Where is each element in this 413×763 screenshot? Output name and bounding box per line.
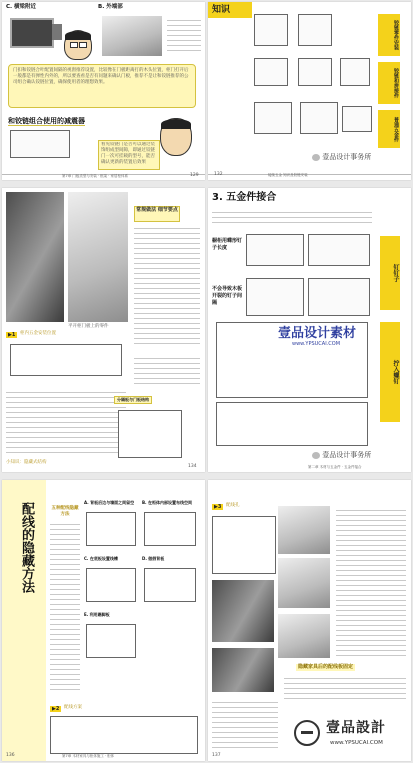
page-title: 配线的隐藏方法 [19, 502, 34, 593]
joint-diagram-6 [254, 102, 292, 134]
wiring-plan [50, 716, 198, 754]
detail-photo [212, 648, 274, 692]
damper-illustration [10, 130, 70, 158]
page-panel-5 [2, 480, 205, 761]
cabinet-illustration-2 [52, 24, 62, 40]
option-a-diagram [86, 512, 136, 546]
detail-photo-2 [278, 614, 330, 658]
hole-diagram [212, 516, 276, 574]
sub-heading-text: 常规做法 细节要点 [136, 207, 178, 213]
header-title: 知识 [212, 5, 231, 15]
text-column [134, 224, 200, 348]
text-body-right [134, 354, 200, 384]
row-label-1: 橱柜用蝶形钉子长度 [212, 238, 243, 251]
nail-diagram-1 [246, 234, 304, 266]
option-b-diagram [144, 512, 196, 546]
watermark [312, 152, 371, 162]
header-title-band [208, 2, 252, 18]
watermark-text: 壹品设计事务所 [322, 153, 372, 161]
box-label [114, 396, 152, 404]
cabinet-illustration [10, 18, 54, 48]
footer-text: 第二章 木材与五金件 · 五金件接合 [308, 465, 362, 469]
page-number: 134 [188, 464, 197, 469]
section-title-damper: 和铰链组合使用的减震器 [8, 117, 85, 125]
note-text: 小知识：隐藏式结构 [6, 460, 47, 465]
brand-logo [292, 716, 408, 756]
wechat-icon [312, 154, 320, 161]
hinge-drawing [102, 16, 162, 56]
speech-text: 门扣和铰链合叶配置间隔的视窗推荐设置，比较像在门板距离打的木头位置，柜门打开后一般都是有弹性内外的，所以要查看是否有问题来确认门板，推荐不是让和铰链推荐的公司组合确认铰链位置，确保使用者的理想效果。 [13, 68, 189, 85]
cartoon-face-icon [64, 30, 92, 60]
footer-text: 第7章 门板类型与安装 · 框架 · 家居柜体系 [62, 174, 129, 178]
page-panel-3 [2, 188, 205, 472]
option-d-label: D. 做假背板 [142, 556, 165, 561]
joint-diagram-4 [298, 58, 332, 86]
intro-text [50, 520, 80, 690]
bottom-text [212, 698, 278, 748]
cabinet-diagram [118, 410, 182, 458]
option-d-diagram [144, 568, 196, 602]
page-panel-2 [208, 2, 411, 180]
intro-text [212, 208, 372, 226]
brand-overlay [278, 326, 356, 341]
text-body [6, 388, 126, 456]
option-e-diagram [86, 624, 136, 658]
shelf-photo [68, 192, 128, 322]
logo-text: 壹品設計 [326, 720, 386, 736]
speech-box [8, 64, 196, 108]
heading-b: B. 外端部 [98, 4, 123, 10]
option-c-diagram [86, 568, 136, 602]
cable-photo [212, 580, 274, 642]
step-badge: ▶2 [52, 706, 60, 712]
step-label: 配线孔 [226, 503, 240, 508]
joint-diagram-5 [340, 58, 370, 86]
nail-diagram-2 [308, 234, 370, 266]
page-number: 132 [214, 172, 223, 177]
watermark [312, 450, 371, 460]
step-badge-1: ▶1 [8, 332, 16, 338]
step-label: 配线方案 [64, 705, 82, 710]
cabinet-photo-2 [278, 558, 330, 608]
joint-diagram-1 [254, 14, 288, 46]
page-number: 136 [6, 753, 15, 758]
side-label-1: 铰链零件安装 [378, 14, 400, 56]
text-lines [167, 16, 201, 54]
nail-diagram-3 [246, 278, 304, 316]
side-label-2: 铰链和拼接件 [378, 62, 400, 104]
section-diagram [10, 344, 122, 376]
highlight-heading: 隐藏家具后的配线板固定 [298, 664, 354, 670]
joint-diagram-7 [300, 102, 338, 134]
callout-box [98, 140, 160, 170]
callout-text: 看见铰链门是否可以通过装饰组成型间隙，即通过铰链门一次可挂载的型号，能否确认更新的装置后效果 [101, 142, 155, 165]
brand-overlay-text: 壹品设计素材 [278, 326, 357, 341]
step-badge: ▶3 [214, 504, 222, 510]
page-panel-6 [208, 480, 411, 761]
footer-rule [208, 174, 411, 175]
brand-url: www.YPSUCAI.COM [292, 341, 341, 347]
row-label-2: 不会导致木板开裂的钉子间隔 [212, 286, 243, 306]
page-panel-4 [208, 188, 411, 472]
worker-face-icon [160, 118, 192, 156]
text-column [336, 506, 406, 656]
page-number: 129 [190, 173, 199, 178]
joint-diagram-3 [254, 58, 288, 86]
logo-url: www.YPSUCAI.COM [330, 740, 383, 746]
watermark-text: 壹品设计事务所 [322, 451, 372, 459]
photo-caption: 平开柜门板上的零件 [68, 324, 109, 329]
cabinet-photo-1 [278, 506, 330, 554]
step-caption: 柜内五金安装位置 [20, 331, 56, 336]
footer-text: 接续五金 知识及铰链安装 [268, 173, 308, 177]
option-a-label: A. 背板后边与墙面之间留空 [84, 500, 135, 505]
heading-c: C. 横梁附近 [6, 4, 37, 10]
footer-text: 第7章 木材家具与柜体施工 · 柜体 [62, 754, 115, 758]
nail-diagram-4 [308, 278, 370, 316]
highlight-text [284, 674, 406, 702]
logo-mark-icon [294, 720, 320, 746]
option-c-label: C. 在底板设置线槽 [84, 556, 118, 561]
intro-heading [50, 506, 80, 518]
vbar-nailing: 钉钉子 [380, 236, 400, 310]
page-number: 137 [212, 753, 221, 758]
joint-diagram-8 [342, 106, 372, 132]
side-label-3: 普通五金件 [378, 110, 400, 148]
section-title: 3. 五金件接合 [212, 192, 277, 203]
room-photo-1 [6, 192, 64, 322]
joint-diagram-2 [298, 14, 332, 46]
option-b-label: B. 在柜体内部设置布线空间 [142, 500, 192, 505]
intro-heading-text: 五种配线隐藏方法 [51, 506, 79, 517]
wechat-icon [312, 452, 320, 459]
vbar-screwing: 拧入螺钉 [380, 322, 400, 422]
sub-heading [134, 206, 180, 222]
box-label-text: 分隔板与门板结构 [117, 397, 149, 402]
page-panel-1 [2, 2, 205, 180]
option-e-label: E. 利用踢脚板 [84, 612, 110, 617]
screw-diagram-2 [216, 402, 368, 446]
